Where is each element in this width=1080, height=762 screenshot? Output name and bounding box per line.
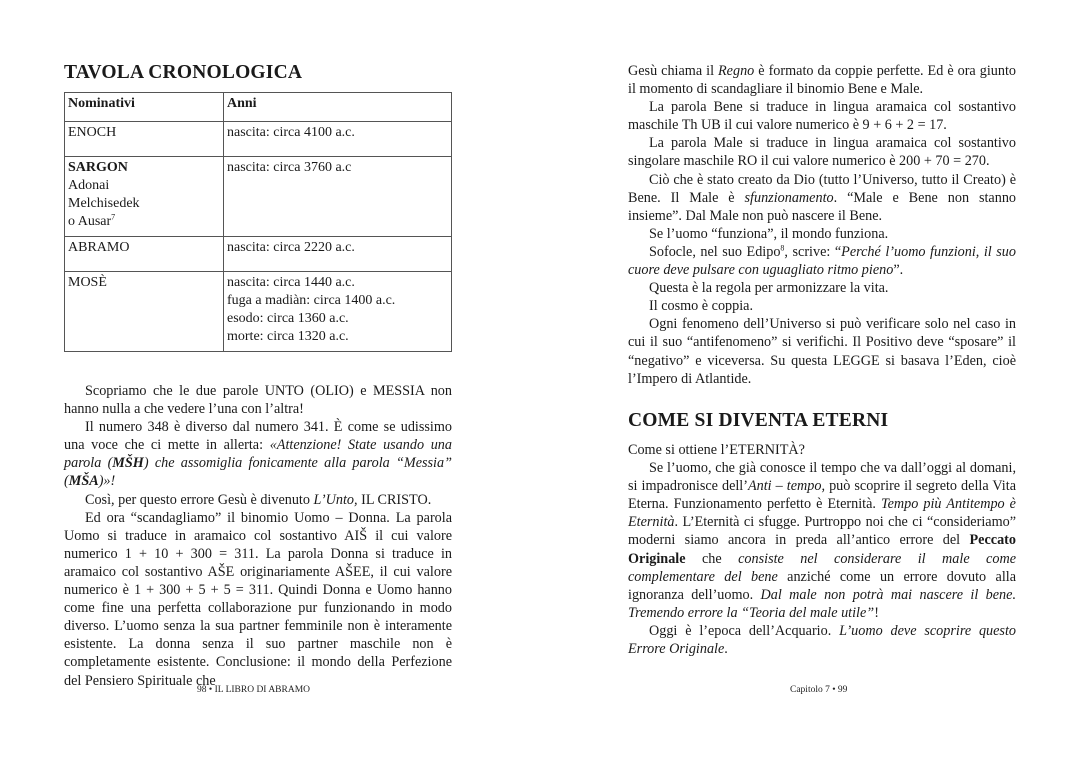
paragraph: Scopriamo che le due parole UNTO (OLIO) e MESSIA non hanno nulla a che vedere l’una con l’altra!: [64, 383, 452, 418]
footnote-marker: 7: [111, 212, 116, 222]
right-section-text: [628, 441, 1016, 658]
year-entry: morte: circa 1320 a.c.: [227, 329, 349, 344]
paragraph: Questa è la regola per armonizzare la vita.: [649, 280, 889, 297]
name-cell: ENOCH: [65, 122, 224, 157]
chronology-table: [64, 92, 452, 352]
table-row: [65, 122, 452, 157]
right-body-text: [628, 62, 1016, 388]
paragraph: Ciò che è stato creato da Dio (tutto l’Universo, tutto il Creato) è Bene. Il Male è sfunzionamento. “Male e Bene non stanno insieme”. Dal Male non può nascere il Bene.: [628, 171, 1017, 224]
paragraph: Sofocle, nel suo Edipo$^8$, scrive: “Perché l’uomo funzioni, il suo cuore deve pulsare con uguagliato ritmo pieno”.: [628, 243, 1016, 279]
paragraph: La parola Male si traduce in lingua aramaica col sostantivo singolare maschile RO il cui valore numerico è 200 + 70 = 270.: [628, 135, 1016, 170]
name-cell: [65, 157, 224, 237]
paragraph: Oggi è l’epoca dell’Acquario. L’uomo deve scoprire questo Errore Originale.: [628, 622, 1016, 658]
page-footer-left: 98 • IL LIBRO DI ABRAMO: [197, 685, 311, 695]
paragraph: Il numero 348 è diverso dal numero 341. È come se udissimo una voce che ci mette in allerta: «Attenzione! State usando una parola (MŠH) che assomiglia fonicamente alla parola “Messia” (MŠA)»!: [64, 419, 452, 490]
paragraph: Così, per questo errore Gesù è divenuto L’Unto, IL CRISTO.: [85, 491, 432, 508]
name-cell: ABRAMO: [65, 237, 224, 272]
table-header-row: [65, 93, 452, 122]
paragraph: Ogni fenomeno dell’Universo si può verificare solo nel caso in cui il suo “antifenomeno” si verifichi. Il Positivo deve “sposare” il “negativo” e viceversa. Su questa LEGGE si basava l’Eden, cioè l’Impero di Atlantide.: [628, 316, 1016, 387]
name-alias: Adonai: [68, 178, 110, 193]
table-row: [65, 237, 452, 272]
column-header-names: Nominativi: [65, 93, 224, 122]
year-entry: nascita: circa 1440 a.c.: [227, 275, 355, 290]
paragraph: Il cosmo è coppia.: [649, 298, 754, 315]
paragraph: La parola Bene si traduce in lingua aramaica col sostantivo maschile Th UB il cui valore numerico è 9 + 6 + 2 = 17.: [628, 99, 1016, 134]
name-alias: Melchisedek: [68, 196, 140, 211]
years-cell: [224, 272, 452, 352]
chronology-heading: TAVOLA CRONOLOGICA: [64, 62, 303, 83]
table-row: [65, 272, 452, 352]
footnote-marker: 8: [780, 243, 785, 253]
paragraph: Se l’uomo “funziona”, il mondo funziona.: [649, 225, 889, 242]
right-page: [540, 0, 1080, 762]
name-cell: MOSÈ: [65, 272, 224, 352]
name-primary: SARGON: [68, 160, 128, 175]
paragraph: Se l’uomo, che già conosce il tempo che va dall’oggi al domani, si impadronisce dell’Anti – tempo, può scoprire il segreto della Vita Eterna. Funzionamento perfetto è Eternità. Tempo più Antitempo è Eternità. L’Eternità ci sfugge. Purtroppo noi che ci “consideriamo” moderni siamo ancora in preda all’antico errore del Peccato Originale che consiste nel considerare il male come complementare del bene anziché come un errore dovuto alla ignoranza dell’uomo. Dal male non potrà mai nascere il bene. Tremendo errore la “Teoria del male utile”!: [628, 460, 1017, 621]
paragraph: Ed ora “scandagliamo” il binomio Uomo – Donna. La parola Uomo si traduce in aramaico col sostantivo AIŠ il cui valore numerico 1 + 10 + 300 = 311. La parola Donna si traduce in aramaico col sostantivo AŠE originariamente AŠEE, il cui valore numerico è 1 + 300 + 5 + 5 = 311. Quindi Donna e Uomo hanno come fine una perfetta collaborazione pur funzionando in modo diverso. L’uomo senza la sua partner femminile non è interamente esistente. La donna senza il suo partner maschile non è completamente esistente. Conclusione: il mondo della Perfezione del Pensiero Spirituale che: [64, 509, 452, 689]
years-cell: nascita: circa 3760 a.c: [224, 157, 452, 237]
section-heading: COME SI DIVENTA ETERNI: [628, 410, 889, 431]
table-row: [65, 157, 452, 237]
column-header-years: Anni: [224, 93, 452, 122]
left-body-text: [64, 382, 452, 690]
years-cell: nascita: circa 4100 a.c.: [224, 122, 452, 157]
years-cell: nascita: circa 2220 a.c.: [224, 237, 452, 272]
year-entry: esodo: circa 1360 a.c.: [227, 311, 349, 326]
year-entry: fuga a madiàn: circa 1400 a.c.: [227, 293, 396, 308]
name-alias: o Ausar$^7$: [68, 212, 116, 229]
paragraph: Gesù chiama il Regno è formato da coppie perfette. Ed è ora giunto il momento di scandagliare il binomio Bene e Male.: [628, 63, 1016, 98]
page-footer-right: Capitolo 7 • 99: [790, 685, 848, 695]
paragraph: Come si ottiene l’ETERNITÀ?: [628, 442, 805, 458]
